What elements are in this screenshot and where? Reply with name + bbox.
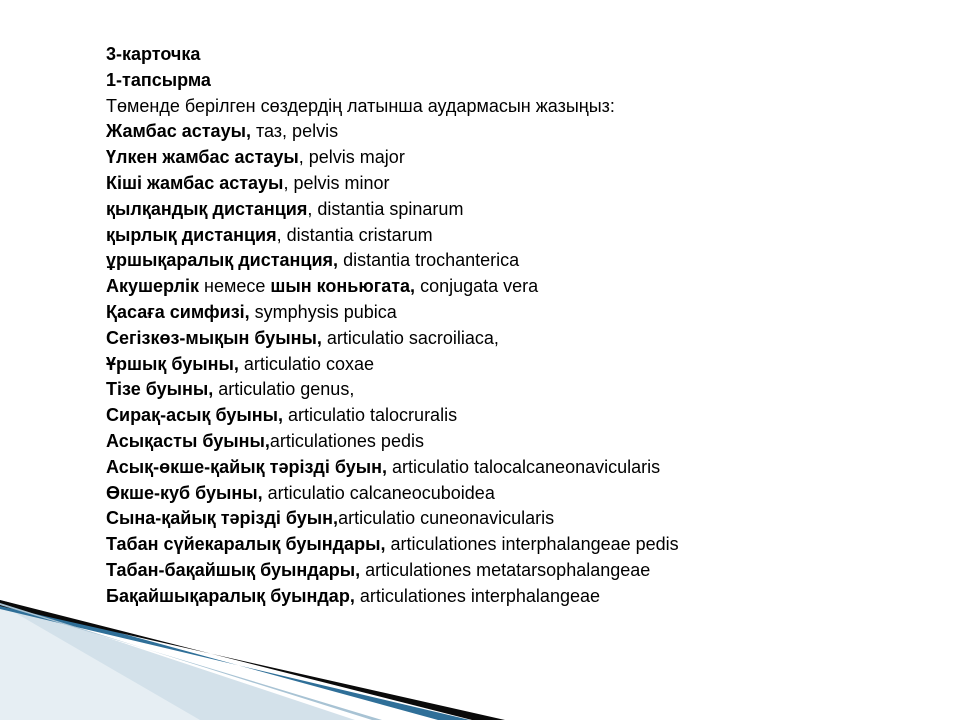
term-kazakh: Өкше-куб буыны,	[106, 482, 263, 503]
term-latin: articulationes interphalangeae pedis	[385, 534, 679, 555]
term-latin: articulatio talocruralis	[283, 405, 458, 426]
term-latin: conjugata vera	[415, 276, 539, 297]
term-row	[106, 584, 866, 610]
term-latin: articulationes interphalangeae	[354, 585, 600, 606]
term-row	[106, 145, 866, 171]
term-kazakh: Табан-бақайшық буындары,	[106, 559, 361, 580]
term-latin: articulationes metatarsophalangeae	[360, 559, 651, 580]
term-row	[106, 223, 866, 249]
term-latin: , pelvis major	[298, 147, 405, 168]
term-row	[106, 377, 866, 403]
term-latin: articulatio sacroiliaca,	[321, 327, 499, 348]
term-kazakh: Акушерлік	[106, 276, 200, 297]
term-row	[106, 248, 866, 274]
term-kazakh: Сегізкөз-мықын буыны,	[106, 327, 322, 348]
term-row	[106, 506, 866, 532]
term-kazakh: Сына-қайық тәрізді буын,	[106, 508, 339, 529]
term-row	[106, 352, 866, 378]
term-kazakh: Жамбас астауы,	[106, 121, 251, 142]
term-latin: , distantia cristarum	[276, 224, 433, 245]
task-title: 1-тапсырма	[106, 69, 211, 90]
term-kazakh: Асық-өкше-қайық тәрізді буын,	[106, 456, 387, 477]
term-row	[106, 171, 866, 197]
term-connector: немесе	[199, 276, 271, 297]
term-kazakh: Сирақ-асық буыны,	[106, 405, 283, 426]
task-instruction: Төменде берілген сөздердің латынша аудармасын жазыңыз:	[106, 95, 615, 116]
term-row	[106, 119, 866, 145]
term-kazakh: қырлық дистанция	[106, 224, 277, 245]
term-latin: articulatio coxae	[238, 353, 374, 374]
term-kazakh: Қасаға симфизі,	[106, 301, 250, 322]
term-latin: distantia trochanterica	[338, 250, 520, 271]
term-kazakh: Асықасты буыны,	[106, 430, 270, 451]
term-row	[106, 532, 866, 558]
term-latin: articulatio genus,	[213, 379, 355, 400]
term-kazakh-alt: шын коньюгата,	[270, 276, 416, 297]
term-kazakh: Ұршық буыны,	[106, 353, 239, 374]
term-row	[106, 403, 866, 429]
term-kazakh: Кіші жамбас астауы	[106, 172, 284, 193]
term-kazakh: Табан сүйекаралық буындары,	[106, 534, 386, 555]
term-latin: articulatio talocalcaneonavicularis	[386, 456, 661, 477]
term-kazakh: Тізе буыны,	[106, 379, 214, 400]
term-row	[106, 326, 866, 352]
term-latin: таз, pelvis	[250, 121, 339, 142]
term-latin: , distantia spinarum	[307, 198, 464, 219]
term-row	[106, 300, 866, 326]
card-content	[106, 42, 866, 610]
term-row	[106, 429, 866, 455]
term-list	[106, 119, 866, 609]
term-row	[106, 197, 866, 223]
term-kazakh: Үлкен жамбас астауы	[106, 147, 299, 168]
term-row	[106, 481, 866, 507]
term-latin: articulatio calcaneocuboidea	[262, 482, 495, 503]
card-title: 3-карточка	[106, 44, 201, 64]
term-row	[106, 455, 866, 481]
term-row	[106, 558, 866, 584]
term-latin: articulatio cuneonavicularis	[338, 508, 555, 529]
term-latin: symphysis pubica	[249, 301, 397, 322]
term-kazakh: Бақайшықаралық буындар,	[106, 585, 355, 606]
term-latin: , pelvis minor	[283, 172, 390, 193]
term-kazakh: қылқандық дистанция	[106, 198, 308, 219]
term-latin: articulationes pedis	[269, 430, 424, 451]
term-kazakh: ұршықаралық дистанция,	[106, 250, 339, 271]
term-row	[106, 274, 866, 300]
